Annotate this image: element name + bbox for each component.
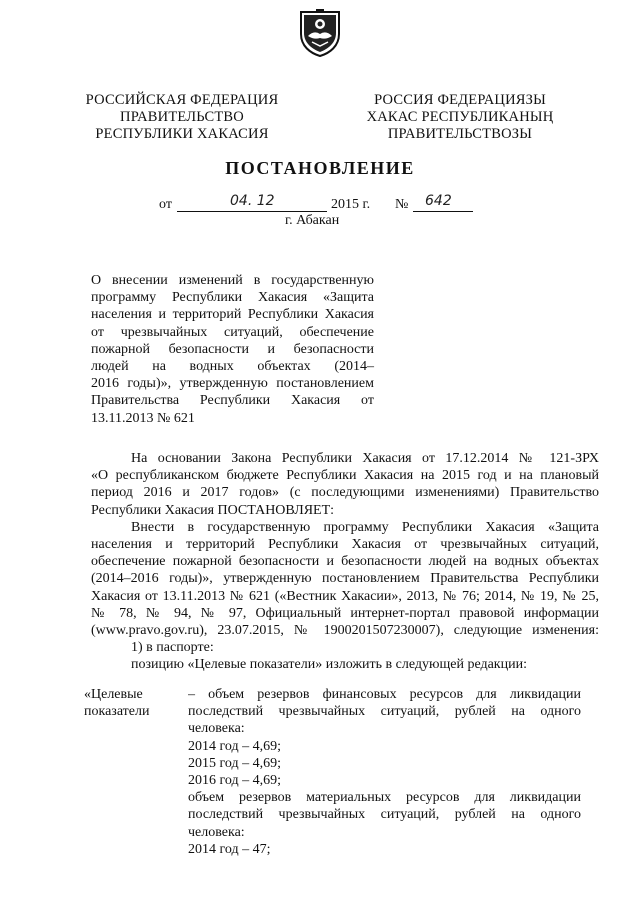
body-line: 1) в паспорте: — [131, 640, 214, 656]
header-left-line-1: РОССИЙСКАЯ ФЕДЕРАЦИЯ — [85, 92, 279, 108]
city-name: г. Абакан — [285, 213, 340, 228]
header-right-line-3: ПРАВИТЕЛЬСТВОЗЫ — [387, 126, 533, 142]
subject-block — [91, 272, 374, 427]
handwritten-number: 642 — [425, 193, 452, 209]
indicator-line: человека: — [188, 824, 245, 840]
body-line: обеспечение пожарной безопасности и безопасности людей на водных объектах — [91, 554, 599, 570]
subject-line: 2016 годы)», утвержденную постановлением — [91, 376, 374, 392]
header-left-line-3: РЕСПУБЛИКИ ХАКАСИЯ — [95, 126, 269, 142]
indicator-line: человека: — [188, 721, 245, 737]
header-left-line-2: ПРАВИТЕЛЬСТВО — [120, 109, 244, 125]
document-title: ПОСТАНОВЛЕНИЕ — [225, 158, 415, 178]
indicator-line: 2014 год – 4,69; — [188, 738, 282, 754]
indicator-line: – объем резервов финансовых ресурсов для ликвидации — [188, 687, 581, 702]
subject-line: населения и территорий Республики Хакасия — [91, 307, 374, 323]
body-line: «О республиканском бюджете Республики Хакасия на 2015 год и на плановый — [91, 468, 599, 484]
subject-line: Правительства Республики Хакасия от — [91, 393, 374, 409]
body-line: (2014–2016 годы)», утвержденную постановлением Правительства Республики — [91, 571, 599, 587]
subject-line: пожарной безопасности и безопасности — [91, 341, 374, 357]
handwritten-date: 04. 12 — [230, 193, 275, 209]
indicators-value — [188, 686, 581, 858]
body-line: Хакасия от 13.11.2013 № 621 («Вестник Хакасии», 2013, № 76; 2014, № 19, № 25, — [91, 588, 599, 604]
subject-line: людей на водных объектах (2014– — [91, 358, 374, 374]
header-right — [360, 92, 560, 143]
body-line: позицию «Целевые показатели» изложить в следующей редакции: — [131, 657, 527, 673]
body-line: № 78, № 94, № 97, Официальный интернет-портал правовой информации — [91, 605, 599, 621]
indicator-line: объем резервов материальных ресурсов для ликвидации — [188, 790, 581, 806]
body-line: Внести в государственную программу Республики Хакасия «Защита — [131, 519, 599, 535]
indicator-line: 2016 год – 4,69; — [188, 772, 282, 788]
indicator-line: последствий чрезвычайных ситуаций, рублей на одного — [188, 807, 581, 823]
from-label: от — [159, 197, 172, 212]
body-line: На основании Закона Республики Хакасия от 17.12.2014 № 121-ЗРХ — [131, 451, 599, 466]
indicators-label-line: «Целевые — [84, 687, 143, 702]
body-line: Республики Хакасия ПОСТАНОВЛЯЕТ: — [91, 502, 335, 518]
header-right-line-2: ХАКАС РЕСПУБЛИКАНЫҢ — [366, 109, 554, 125]
body-line: населения и территорий Республики Хакасия от чрезвычайных ситуаций, — [91, 536, 599, 552]
indicators-label-line: показатели — [84, 704, 150, 720]
indicators-label — [84, 686, 174, 720]
year-label: 2015 г. — [331, 197, 371, 212]
body-text — [91, 450, 599, 673]
subject-line: программу Республики Хакасия «Защита — [91, 290, 374, 306]
indicator-line: 2014 год – 47; — [188, 841, 271, 857]
body-line: период 2016 и 2017 годов» (с последующими изменениями) Правительство — [91, 485, 599, 501]
indicator-line: последствий чрезвычайных ситуаций, рублей на одного — [188, 704, 581, 720]
number-sign: № — [395, 197, 409, 212]
number-line — [145, 195, 505, 215]
indicator-line: 2015 год – 4,69; — [188, 755, 282, 771]
subject-line: 13.11.2013 № 621 — [91, 410, 195, 426]
header-right-line-1: РОССИЯ ФЕДЕРАЦИЯЗЫ — [374, 92, 546, 108]
body-line: (www.pravo.gov.ru), 23.07.2015, № 1900201507230007), следующие изменения: — [91, 622, 599, 638]
subject-line: от чрезвычайных ситуаций, обеспечение — [91, 324, 374, 340]
coat-of-arms-emblem — [298, 8, 342, 58]
subject-line: О внесении изменений в государственную — [91, 273, 374, 288]
header-left — [82, 92, 282, 143]
